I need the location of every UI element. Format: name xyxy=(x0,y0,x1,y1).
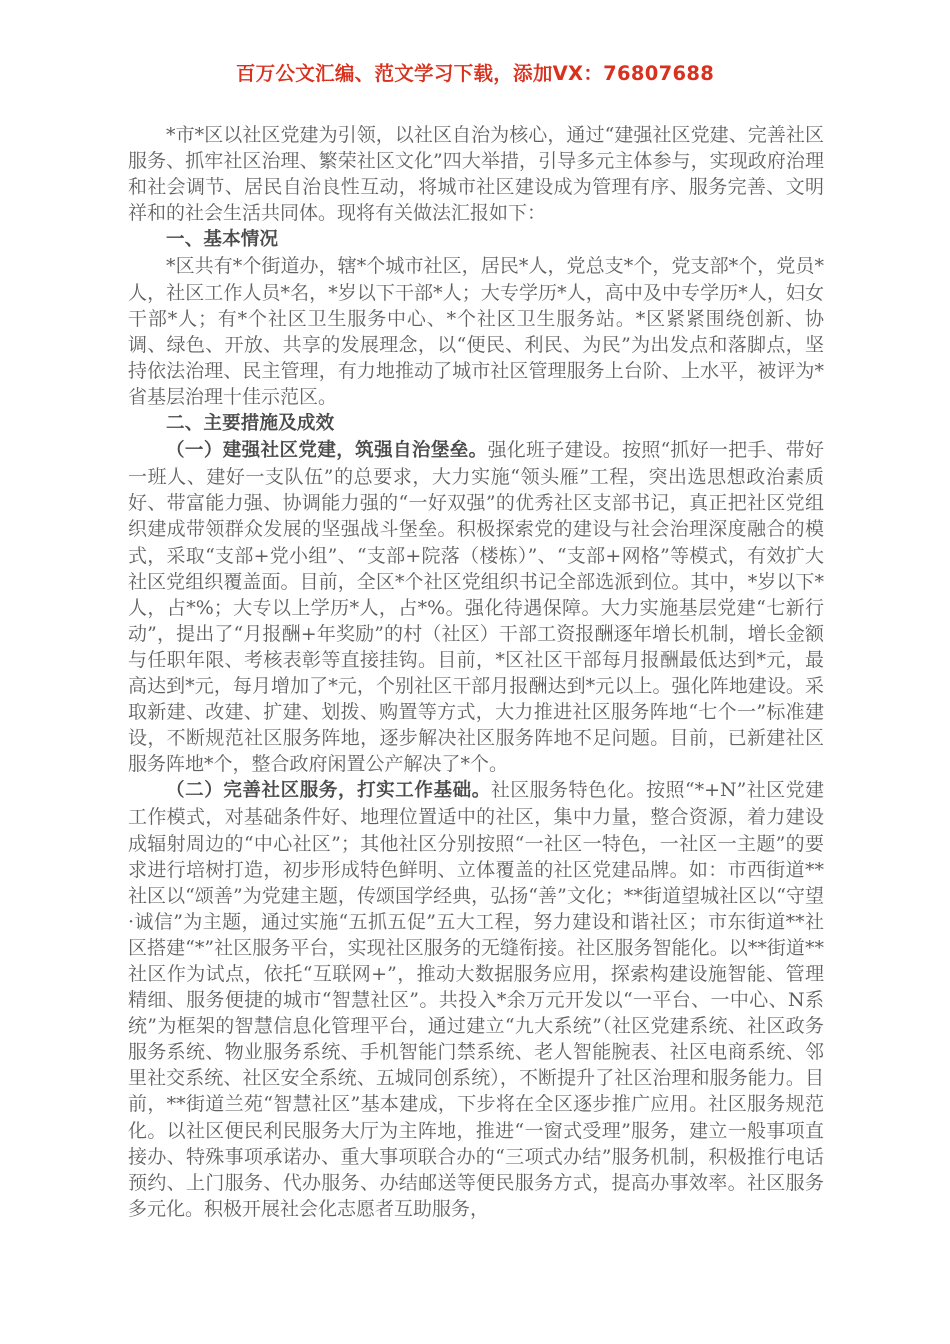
subsection-body-text: 强化班子建设。按照“抓好一把手、带好一班人、建好一支队伍”的总要求，大力实施“领头雁”工程，突出选思想政治素质好、带富能力强、协调能力强的“一好双强”的优秀社区支部书记，真正把社区党组织建成带领群众发展的坚强战斗堡垒。积极探索党的建设与社会治理深度融合的模式，采取“支部+党小组”、“支部+院落（楼栋）”、“支部+网格”等模式，有效扩大社区党组织覆盖面。目前，全区*个社区党组织书记全部选派到位。其中，*岁以下*人，占*%；大专以上学历*人，占*%。强化待遇保障。大力实施基层党建“七新行动”，提出了“月报酬+年奖励”的村（社区）干部工资报酬逐年增长机制，增长金额与任职年限、考核表彰等直接挂钩。目前，*区社区干部每月报酬最低达到*元，最高达到*元，每月增加了*元，个别社区干部月报酬达到*元以上。强化阵地建设。采取新建、改建、扩建、划拨、购置等方式，大力推进社区服务阵地“七个一”标准建设，不断规范社区服务阵地，逐步解决社区服务阵地不足问题。目前，已新建社区服务阵地*个，整合政府闲置公产解决了*个。 xyxy=(128,439,824,776)
subsection-body-text: 社区服务特色化。按照“*+N”社区党建工作模式，对基础条件好、地理位置适中的社区，集中力量，整合资源，着力建设成辐射周边的“中心社区”；其他社区分别按照“一社区一特色，一社区一主题”的要求进行培树打造，初步形成特色鲜明、立体覆盖的社区党建品牌。如：市西街道**社区以“颂善”为党建主题，传颂国学经典，弘扬“善”文化；**街道望城社区以“守望·诚信”为主题，通过实施“五抓五促”五大工程，努力建设和谐社区；市东街道**社区搭建“*”社区服务平台，实现社区服务的无缝衔接。社区服务智能化。以**街道**社区作为试点，依托“互联网+”，推动大数据服务应用，探索构建设施智能、管理精细、服务便捷的城市“智慧社区”。共投入*余万元开发以“一平台、一中心、N系统”为框架的智慧信息化管理平台，通过建立“九大系统”（社区党建系统、社区政务服务系统、物业服务系统、手机智能门禁系统、老人智能腕表、社区电商系统、邻里社交系统、社区安全系统、五城同创系统），不断提升了社区治理和服务能力。目前，**街道兰苑“智慧社区”基本建成，下步将在全区逐步推广应用。社区服务规范化。以社区便民利民服务大厅为主阵地，推进“一窗式受理”服务，建立一般事项直接办、特殊事项承诺办、重大事项联合办的“三项式办结”服务机制，积极推行电话预约、上门服务、代办服务、办结邮送等便民服务方式，提高办事效率。社区服务多元化。积极开展社会化志愿者互助服务， xyxy=(128,779,824,1220)
paragraph-subsection-community-service xyxy=(128,777,824,1222)
subsection-lead-label: （二）完善社区服务，打实工作基础。 xyxy=(166,780,491,802)
paragraph-basic-situation: *区共有*个街道办，辖*个城市社区，居民*人，党总支*个，党支部*个，党员*人，社区工作人员*名，*岁以下干部*人；大专学历*人，高中及中专学历*人，妇女干部*人；有*个社区卫生服务中心、*个社区卫生服务站。*区紧紧围绕创新、协调、绿色、开放、共享的发展理念，以“便民、利民、为民”为出发点和落脚点，坚持依法治理、民主管理，有力地推动了城市社区管理服务上台阶、上水平，被评为*省基层治理十佳示范区。 xyxy=(128,255,824,408)
subsection-lead-label: （一）建强社区党建，筑强自治堡垒。 xyxy=(166,440,488,462)
paragraph-intro: *市*区以社区党建为引领，以社区自治为核心，通过“建强社区党建、完善社区服务、抓牢社区治理、繁荣社区文化”四大举措，引导多元主体参与，实现政府治理和社会调节、居民自治良性互动，将城市社区建设成为管理有序、服务完善、文明祥和的社会生活共同体。现将有关做法汇报如下： xyxy=(128,124,824,225)
section-heading-text: 二、主要措施及成效 xyxy=(166,413,335,435)
section-heading-basic-situation xyxy=(128,226,824,253)
document-body xyxy=(128,122,824,1222)
section-heading-measures xyxy=(128,410,824,437)
promo-banner: 百万公文汇编、范文学习下载，添加VX：76807688 xyxy=(235,62,715,85)
paragraph-subsection-party-building xyxy=(128,437,824,777)
section-heading-text: 一、基本情况 xyxy=(166,229,279,251)
